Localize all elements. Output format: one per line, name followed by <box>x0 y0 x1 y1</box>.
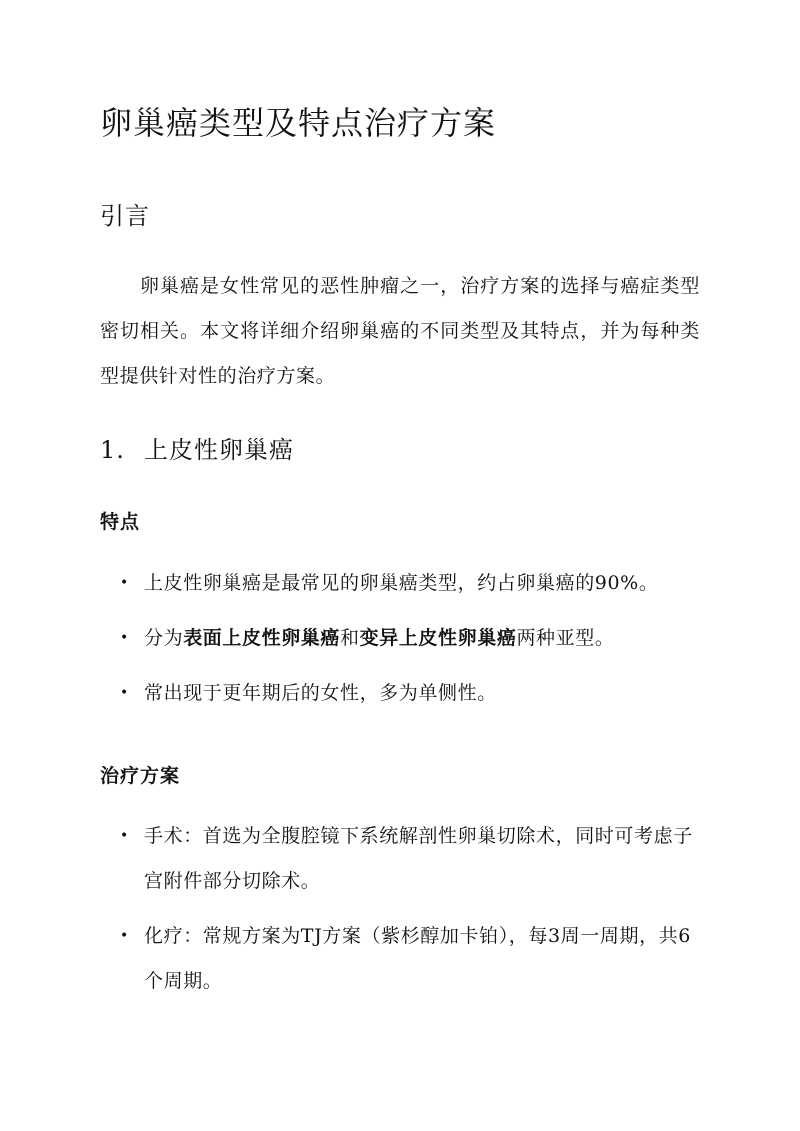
features-list <box>100 569 700 734</box>
list-item <box>100 679 700 707</box>
intro-paragraph: 卵巢癌是女性常见的恶性肿瘤之一，治疗方案的选择与癌症类型密切相关。本文将详细介绍卵巢癌的不同类型及其特点，并为每种类型提供针对性的治疗方案。 <box>100 275 700 387</box>
list-item-middle: 和 <box>340 627 360 649</box>
bullet-icon: • <box>120 828 129 844</box>
term-surface-epithelial: 表面上皮性卵巢癌 <box>183 627 341 649</box>
list-item <box>100 914 700 1004</box>
term-variant-epithelial: 变异上皮性卵巢癌 <box>359 627 517 649</box>
treatment-heading: 治疗方案 <box>100 765 181 787</box>
document-title: 卵巢癌类型及特点治疗方案 <box>100 104 497 142</box>
list-item <box>100 624 700 652</box>
bullet-icon: • <box>120 685 129 701</box>
section-1-title: 上皮性卵巢癌 <box>144 436 294 464</box>
list-item-prefix: 分为 <box>144 627 184 649</box>
section-1-heading <box>100 430 294 465</box>
bullet-icon: • <box>120 630 129 646</box>
list-item-text: 常出现于更年期后的女性，多为单侧性。 <box>144 682 497 704</box>
bullet-icon: • <box>120 928 129 944</box>
section-1-number: 1. <box>100 436 125 464</box>
intro-heading: 引言 <box>100 202 150 230</box>
list-item-text: 上皮性卵巢癌是最常见的卵巢癌类型，约占卵巢癌的90%。 <box>144 572 659 594</box>
features-heading: 特点 <box>100 511 141 533</box>
treatment-list <box>100 822 700 1014</box>
list-item-text: 化疗：常规方案为TJ方案（紫杉醇加卡铂），每3周一周期，共6个周期。 <box>144 925 691 992</box>
bullet-icon: • <box>120 575 129 591</box>
list-item <box>100 814 700 904</box>
list-item-suffix: 两种亚型。 <box>516 627 615 649</box>
list-item-text: 手术：首选为全腹腔镜下系统解剖性卵巢切除术，同时可考虑子宫附件部分切除术。 <box>144 825 693 892</box>
list-item <box>100 569 700 597</box>
